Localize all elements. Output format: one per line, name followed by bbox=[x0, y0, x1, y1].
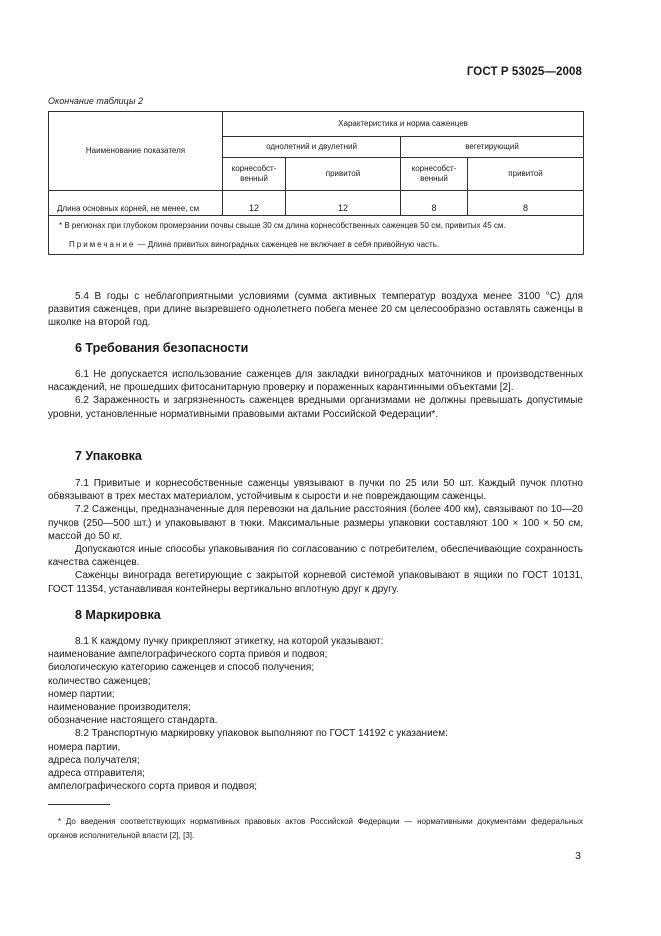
list-item: адреса получателя; bbox=[48, 754, 140, 766]
section-7-body bbox=[48, 477, 583, 596]
header-sub-vegetating: вегетирующий bbox=[401, 137, 584, 158]
row-label: Длина основных корней, не менее, см bbox=[49, 191, 223, 216]
list-item: номера партии, bbox=[48, 741, 121, 753]
section-6-title: 6 Требования безопасности bbox=[75, 341, 249, 355]
paragraph: Саженцы винограда вегетирующие с закрытой корневой системой упаковывают в ящики по ГОСТ 10131, ГОСТ 11354, устанавливая контейнеры вертикально вплотную друг к другу. bbox=[48, 570, 583, 595]
paragraph: Допускаются иные способы упаковывания по согласованию с потребителем, обеспечивающие сохранность качества саженцев. bbox=[48, 544, 583, 569]
section-8-title: 8 Маркировка bbox=[75, 608, 161, 622]
list-item: ампелографического сорта привоя и подвоя; bbox=[48, 781, 258, 793]
table-cell: 8 bbox=[401, 191, 468, 216]
header-group: Характеристика и норма саженцев bbox=[223, 112, 584, 137]
header-col: привитой bbox=[286, 158, 401, 191]
list-item: наименование ампелографического сорта привоя и подвоя; bbox=[48, 649, 328, 661]
header-col: привитой bbox=[468, 158, 584, 191]
table-cell: 12 bbox=[286, 191, 401, 216]
header-sub-annual: однолетний и двулетний bbox=[223, 137, 401, 158]
paragraph-5-4: 5.4 В годы с неблагоприятными условиями (сумма активных температур воздуха менее 3100 °С) для развития саженцев, при длине вызревшего однолетнего побега менее 20 см целесообразно оставлять саженцы в школке на второй год. bbox=[48, 291, 583, 329]
list-item: наименование производителя; bbox=[48, 702, 191, 714]
list-item: адреса отправителя; bbox=[48, 768, 145, 780]
standard-code: ГОСТ Р 53025—2008 bbox=[466, 66, 582, 78]
table-cell: 12 bbox=[223, 191, 286, 216]
list-item: номер партии; bbox=[48, 688, 115, 700]
page-number: 3 bbox=[575, 850, 581, 862]
table-cell: 8 bbox=[468, 191, 584, 216]
paragraph: 7.1 Привитые и корнесобственные саженцы увязывают в пучки по 25 или 50 шт. Каждый пучок плотно обвязывают в трех местах материалом, устойчивым к сырости и не повреждающим саженцы. bbox=[48, 478, 583, 503]
note-text: — Длина привитых виноградных саженцев не включает в себя привойную часть. bbox=[135, 240, 440, 249]
spec-table bbox=[48, 111, 584, 255]
section-6-body bbox=[48, 368, 583, 421]
paragraph: 7.2 Саженцы, предназначенные для перевозки на дальние расстояния (более 400 км), связывают по 10—20 пучков (250—500 шт.) и упаковывают в тюки. Максимальные размеры упаковки составляют 100 × 100 × 50 см, массой до 50 кг. bbox=[48, 504, 583, 542]
list-item: количество саженцев; bbox=[48, 675, 151, 687]
header-col: корнесобст-венный bbox=[401, 158, 468, 191]
paragraph: 6.2 Зараженность и загрязненность саженцев вредными организмами не должны превышать допустимые уровни, установленные нормативными правовыми актами Российской Федерации*. bbox=[48, 395, 583, 420]
header-indicator-name: Наименование показателя bbox=[49, 112, 223, 191]
footnote-divider bbox=[48, 804, 110, 805]
header-col: корнесобст-венный bbox=[223, 158, 286, 191]
section-8-body bbox=[48, 635, 583, 793]
table-row bbox=[49, 191, 584, 216]
section-7-title: 7 Упаковка bbox=[75, 449, 142, 463]
page-footnote: * До введения соответствующих нормативных правовых актов Российской Федерации — нормативными документами федеральных органов исполнительной власти [2], [3]. bbox=[48, 817, 583, 840]
paragraph: 6.1 Не допускается использование саженцев для закладки виноградных маточников и производственных насаждений, не прошедших фитосанитарную проверку и пораженных карантинными объектами [2]. bbox=[48, 369, 583, 394]
list-item: обозначение настоящего стандарта. bbox=[48, 715, 218, 727]
table-note bbox=[49, 235, 584, 255]
paragraph: 8.2 Транспортную маркировку упаковок выполняют по ГОСТ 14192 с указанием: bbox=[75, 728, 448, 740]
table-caption: Окончание таблицы 2 bbox=[48, 96, 143, 106]
paragraph: 8.1 К каждому пучку прикрепляют этикетку, на которой указывают: bbox=[75, 636, 384, 647]
table-footnote: * В регионах при глубоком промерзании почвы свыше 30 см длина корнесобственных саженцев 50 см, привитых 45 см. bbox=[49, 216, 584, 236]
note-label: Примечание bbox=[69, 240, 136, 249]
list-item: биологическую категорию саженцев и способ получения; bbox=[48, 662, 315, 674]
